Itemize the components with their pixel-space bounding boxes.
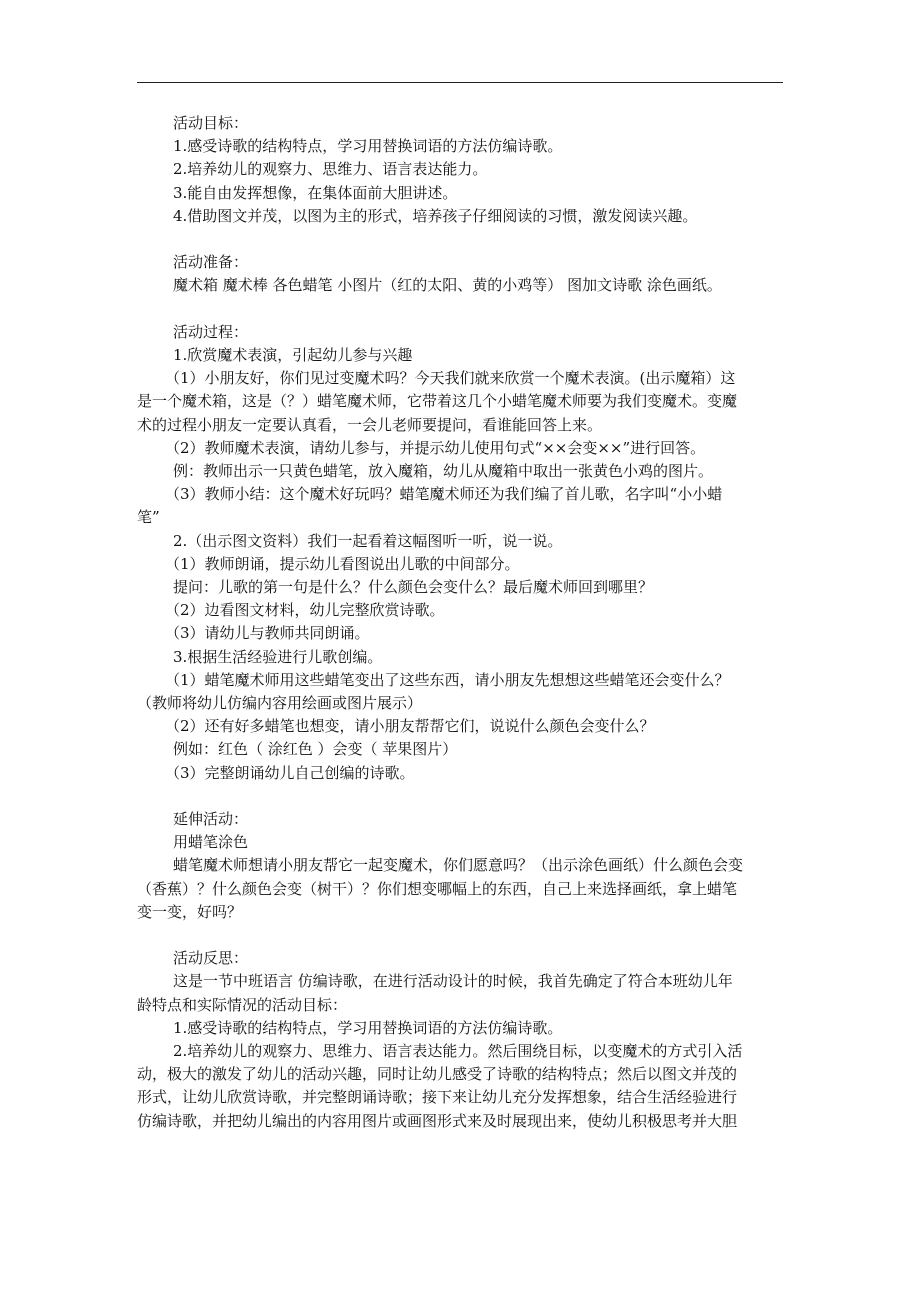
text-line: （1）教师朗诵，提示幼儿看图说出儿歌的中间部分。: [165, 554, 520, 573]
text-line: 3.根据生活经验进行儿歌创编。: [173, 647, 383, 666]
text-line: （2）边看图文材料，幼儿完整欣赏诗歌。: [165, 601, 445, 620]
text-line: 2.培养幼儿的观察力、思维力、语言表达能力。: [173, 160, 488, 179]
text-line: 4.借助图文并茂，以图为主的形式，培养孩子仔细阅读的习惯，激发阅读兴趣。: [173, 206, 698, 225]
text-line: （3）完整朗诵幼儿自己创编的诗歌。: [165, 763, 415, 782]
text-line: 延伸活动：: [173, 810, 249, 829]
text-line: 例：教师出示一只黄色蜡笔，放入魔箱，幼儿从魔箱中取出一张黄色小鸡的图片。: [173, 462, 714, 481]
text-line: 仿编诗歌，并把幼儿编出的内容用图片或画图形式来及时展现出来，使幼儿积极思考并大胆: [137, 1111, 738, 1130]
text-line: 例如：红色（ 涂红色 ）会变（ 苹果图片）: [173, 740, 458, 759]
text-line: 活动过程：: [173, 322, 249, 341]
text-line: 3.能自由发挥想像，在集体面前大胆讲述。: [173, 183, 458, 202]
text-line: 2.培养幼儿的观察力、思维力、语言表达能力。然后围绕目标，以变魔术的方式引入活: [173, 1042, 743, 1061]
text-line: 2.（出示图文资料）我们一起看着这幅图听一听，说一说。: [173, 531, 563, 550]
text-line: 形式，让幼儿欣赏诗歌，并完整朗诵诗歌；接下来让幼儿充分发挥想象，结合生活经验进行: [137, 1088, 738, 1107]
text-line: （3）请幼儿与教师共同朗诵。: [165, 624, 370, 643]
text-line: （2）教师魔术表演，请幼儿参与，并提示幼儿使用句式“××会变××”进行回答。: [165, 438, 706, 457]
text-line: 术的过程小朋友一定要认真看，一会儿老师要提问，看谁能回答上来。: [137, 415, 603, 434]
document-body: [137, 112, 783, 1133]
text-line: 活动准备：: [173, 253, 249, 272]
blank-line: [137, 228, 783, 251]
text-line: 用蜡笔涂色: [173, 833, 249, 852]
text-line: 1.感受诗歌的结构特点，学习用替换词语的方法仿编诗歌。: [173, 137, 563, 156]
text-line: （1）小朋友好，你们见过变魔术吗？今天我们就来欣赏一个魔术表演。(出示魔箱）这: [165, 369, 736, 388]
text-line: 1.感受诗歌的结构特点，学习用替换词语的方法仿编诗歌。: [173, 1018, 563, 1037]
blank-line: [137, 924, 783, 947]
text-line: （香蕉）？什么颜色会变（树干）？你们想变哪幅上的东西，自己上来选择画纸，拿上蜡笔: [137, 879, 738, 898]
text-line: 这是一节中班语言 仿编诗歌，在进行活动设计的时候，我首先确定了符合本班幼儿年: [173, 972, 733, 991]
blank-line: [137, 785, 783, 808]
text-line: （教师将幼儿仿编内容用绘画或图片展示）: [137, 694, 423, 713]
text-line: 提问：儿歌的第一句是什么？什么颜色会变什么？最后魔术师回到哪里？: [173, 578, 654, 597]
text-line: 龄特点和实际情况的活动目标：: [137, 995, 348, 1014]
text-line: 1.欣赏魔术表演，引起幼儿参与兴趣: [173, 346, 413, 364]
text-line: （3）教师小结：这个魔术好玩吗？蜡笔魔术师还为我们编了首儿歌，名字叫“小小蜡: [165, 485, 723, 504]
text-line: 笔”: [137, 508, 160, 527]
text-line: 变一变，好吗？: [137, 902, 243, 921]
blank-line: [137, 298, 783, 321]
text-line: 动，极大的激发了幼儿的活动兴趣，同时让幼儿感受了诗歌的结构特点；然后以图文并茂的: [137, 1065, 738, 1084]
text-line: 魔术箱 魔术棒 各色蜡笔 小图片（红的太阳、黄的小鸡等） 图加文诗歌 涂色画纸。: [173, 276, 722, 295]
text-line: 活动反思：: [173, 949, 249, 968]
text-line: 是一个魔术箱，这是（？）蜡笔魔术师，它带着这几个小蜡笔魔术师要为我们变魔术。变魔: [137, 392, 738, 411]
text-line: （2）还有好多蜡笔也想变，请小朋友帮帮它们，说说什么颜色会变什么？: [165, 717, 655, 736]
text-line: 活动目标：: [173, 114, 249, 132]
header-divider: [137, 82, 783, 83]
text-line: 蜡笔魔术师想请小朋友帮它一起变魔术，你们愿意吗？（出示涂色画纸）什么颜色会变: [173, 856, 744, 875]
text-line: （1）蜡笔魔术师用这些蜡笔变出了这些东西，请小朋友先想想这些蜡笔还会变什么？: [165, 670, 730, 689]
